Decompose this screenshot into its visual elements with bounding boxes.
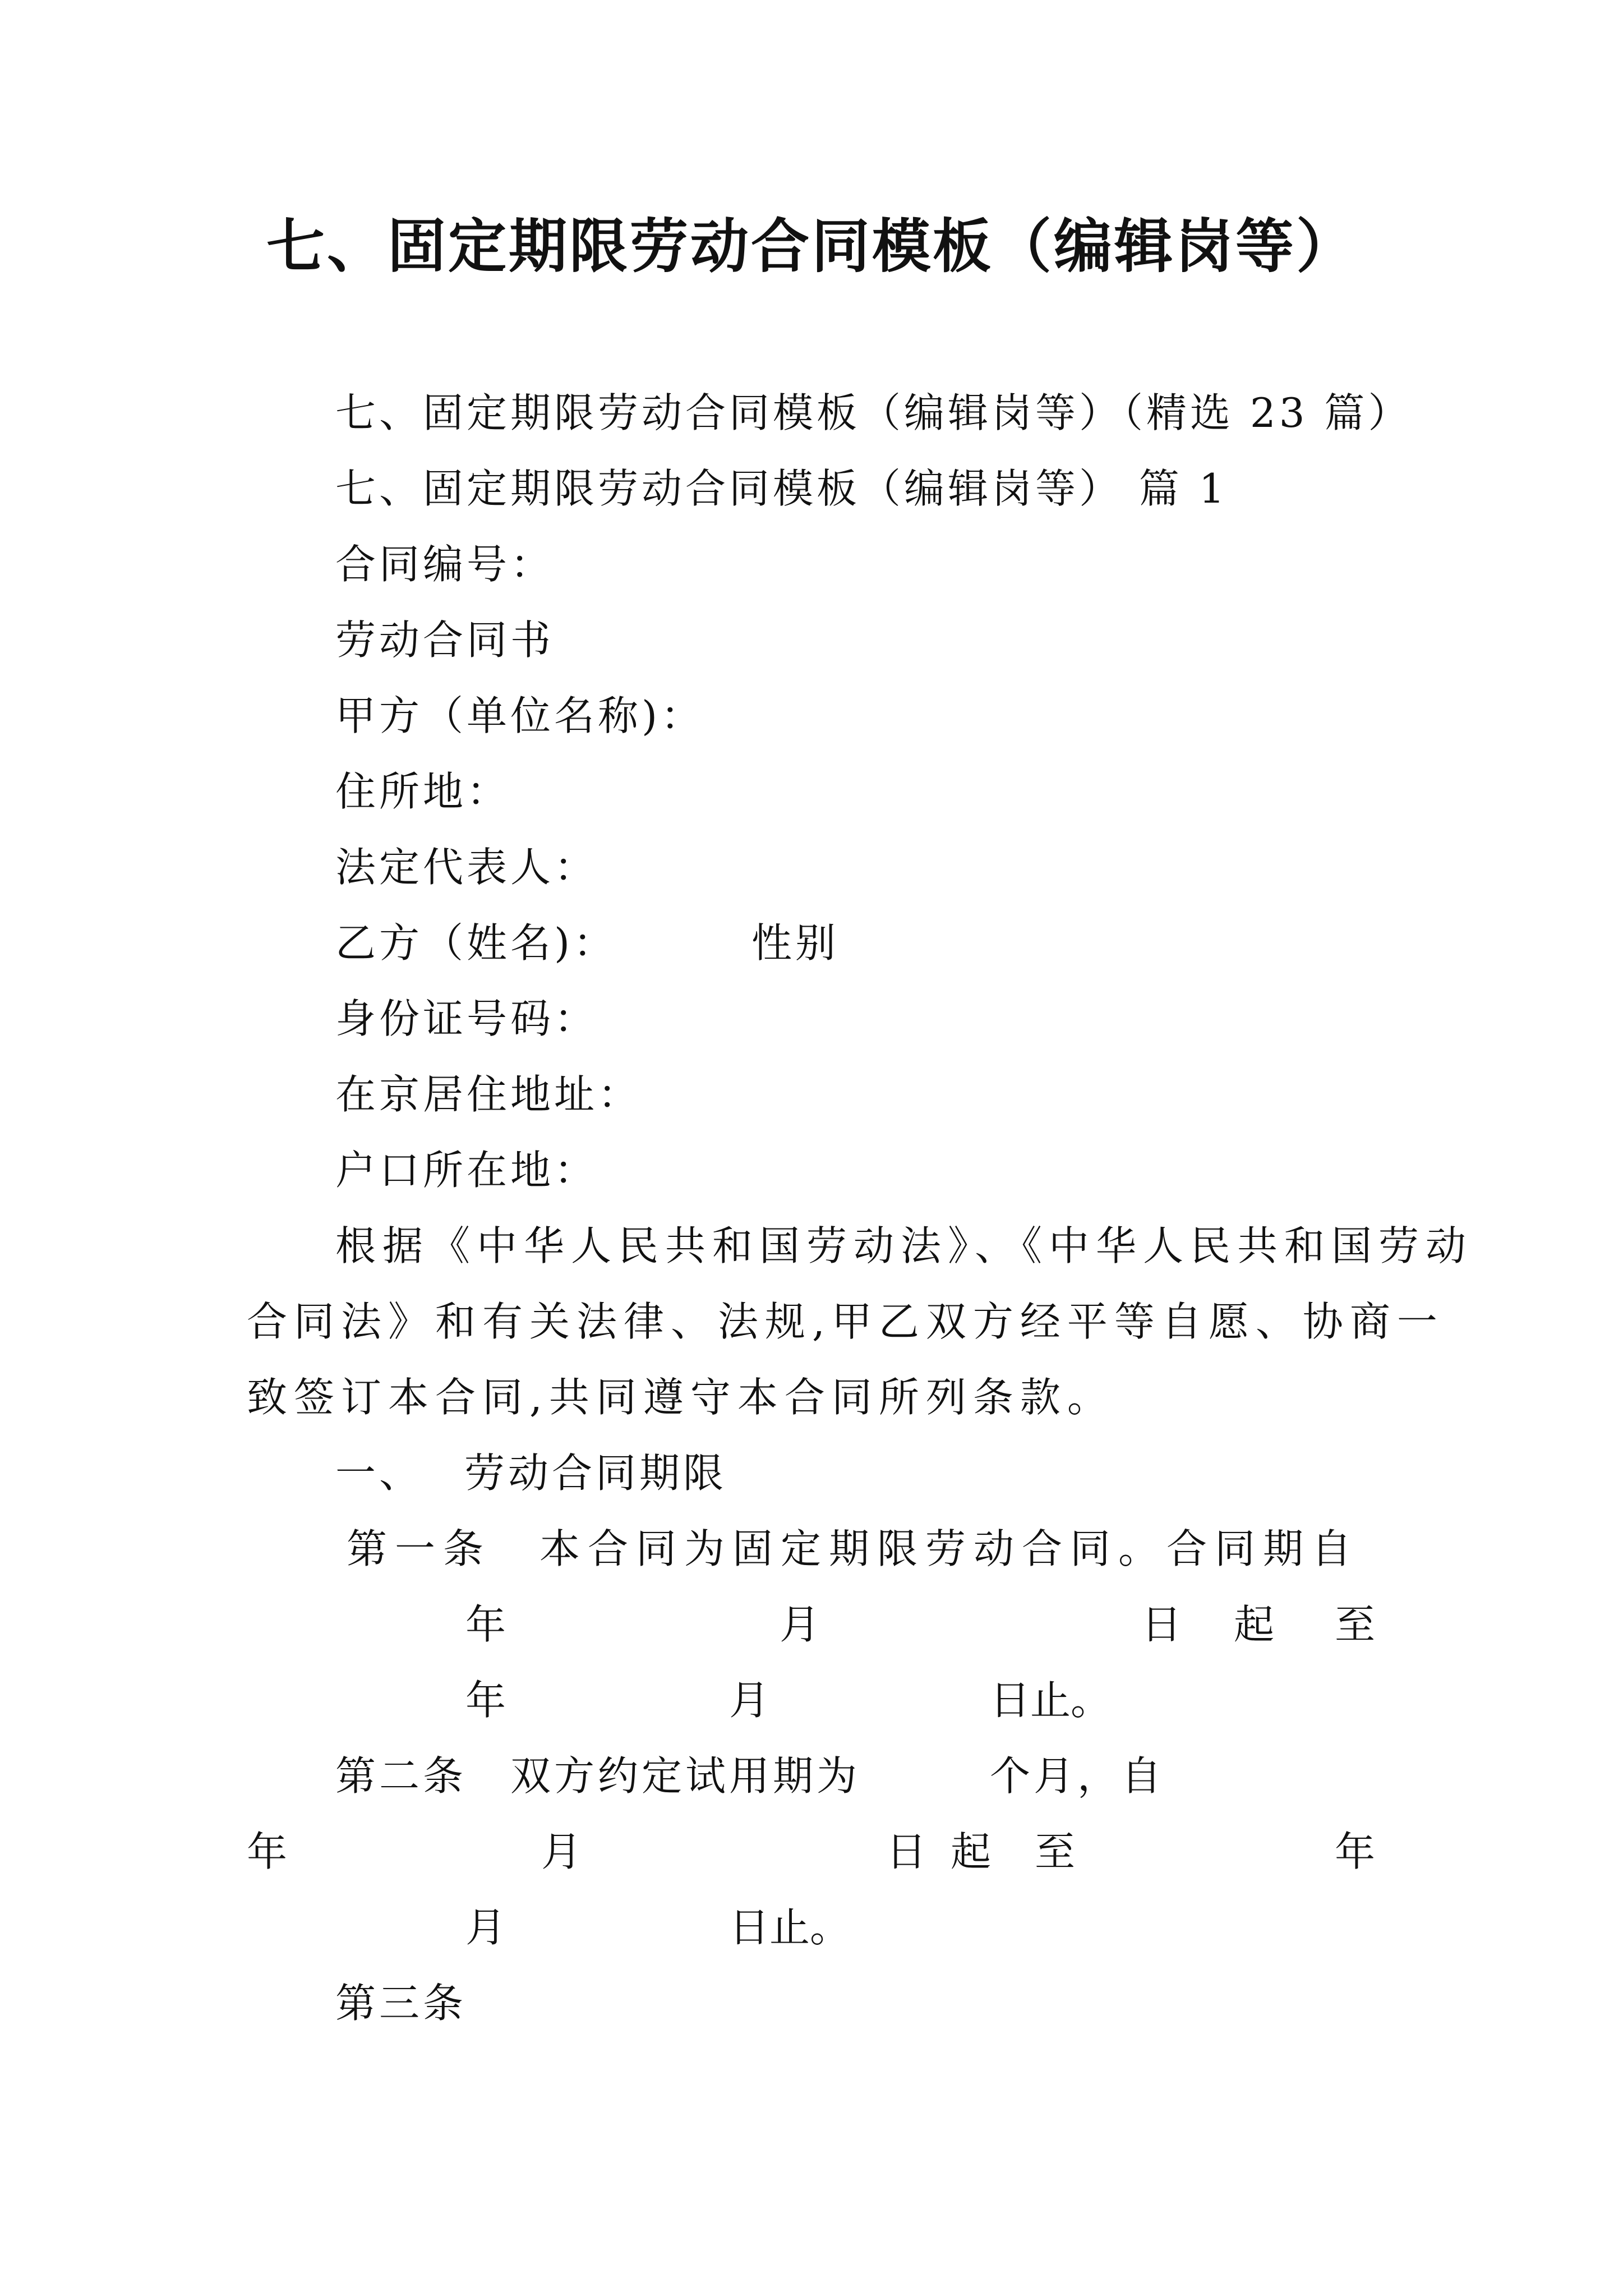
article-two-lead: 第二条 双方约定试用期为 xyxy=(335,1752,861,1800)
beijing-address-label: 在京居住地址： xyxy=(335,1071,642,1118)
article-two-day-end: 日止。 xyxy=(729,1904,851,1951)
article-one-from: 起 xyxy=(1234,1601,1275,1648)
article-one-text: 第一条 本合同为固定期限劳动合同。合同期自 xyxy=(347,1525,1360,1572)
article-two-year-1: 年 xyxy=(247,1828,288,1875)
article-two-from: 起 xyxy=(951,1828,992,1875)
contract-book-label: 劳动合同书 xyxy=(335,616,555,664)
article-three: 第三条 xyxy=(335,1980,467,2027)
article-one-year-1: 年 xyxy=(465,1601,506,1648)
article-one-year-2: 年 xyxy=(465,1677,506,1724)
contract-number-label: 合同编号： xyxy=(335,541,555,588)
address-label: 住所地： xyxy=(335,768,511,815)
preamble-line-1: 根据《中华人民共和国劳动法》、《中华人民共和国劳动 xyxy=(335,1222,1473,1269)
document-subtitle: 七、固定期限劳动合同模板（编辑岗等）（精选 23 篇） xyxy=(335,389,1412,436)
document-title: 七、固定期限劳动合同模板（编辑岗等） xyxy=(266,211,1357,280)
article-two-day-1: 日 xyxy=(886,1828,927,1875)
section-heading: 七、固定期限劳动合同模板（编辑岗等） 篇 1 xyxy=(335,465,1228,512)
article-one-month-2: 月 xyxy=(729,1677,770,1724)
article-one-month-1: 月 xyxy=(780,1601,820,1648)
section-one-title: 劳动合同期限 xyxy=(464,1450,727,1497)
article-two-month-1: 月 xyxy=(541,1828,582,1875)
party-b-label: 乙方（姓名)： xyxy=(335,919,617,967)
party-a-label: 甲方（单位名称)： xyxy=(335,692,705,739)
article-one-to: 至 xyxy=(1335,1601,1376,1648)
preamble-line-2: 合同法》和有关法律、法规,甲乙双方经平等自愿、协商一 xyxy=(247,1298,1444,1345)
preamble-line-3: 致签订本合同,共同遵守本合同所列条款。 xyxy=(247,1374,1114,1421)
hukou-label: 户口所在地： xyxy=(335,1147,598,1194)
article-one-day-end: 日止。 xyxy=(990,1677,1112,1724)
gender-label: 性别 xyxy=(751,919,840,967)
article-two-month-2: 月 xyxy=(465,1904,506,1951)
section-one-number: 一、 xyxy=(335,1450,423,1497)
legal-rep-label: 法定代表人： xyxy=(335,844,598,891)
article-one-day-1: 日 xyxy=(1141,1601,1182,1648)
article-two-year-2: 年 xyxy=(1335,1828,1376,1875)
article-two-to: 至 xyxy=(1035,1828,1076,1875)
article-two-months: 个月，自 xyxy=(990,1752,1165,1800)
id-number-label: 身份证号码： xyxy=(335,995,598,1042)
